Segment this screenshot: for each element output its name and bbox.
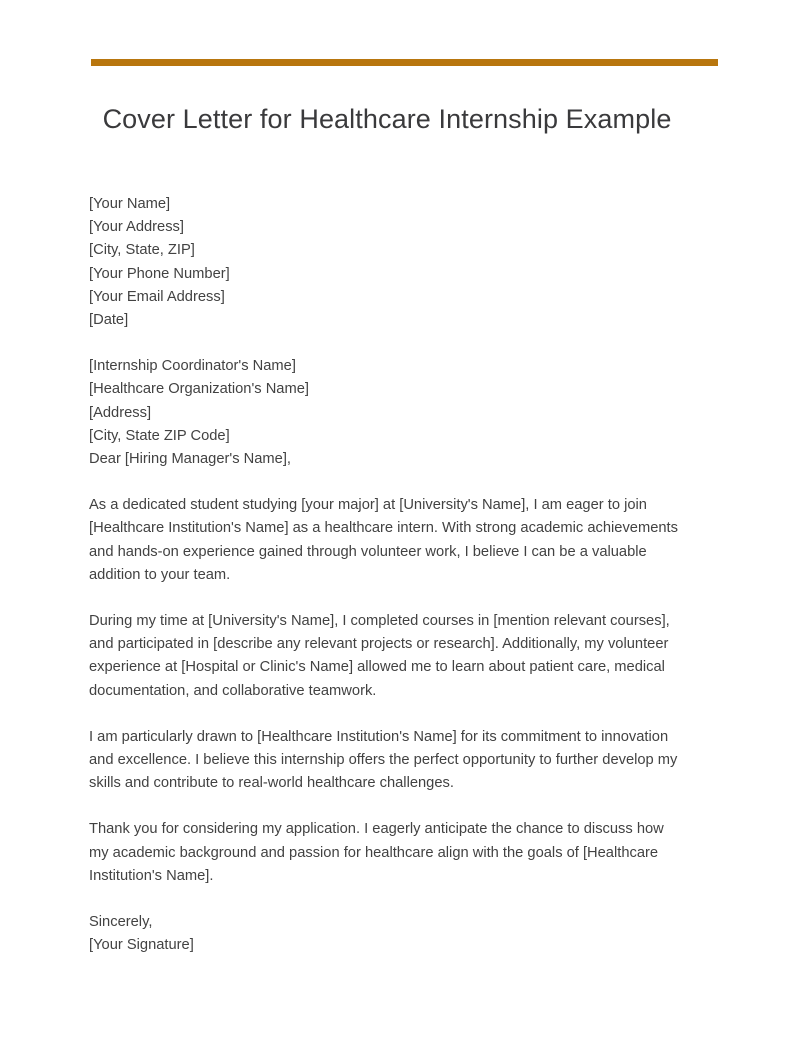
salutation: Dear [Hiring Manager's Name], (89, 451, 291, 468)
sender-phone: [Your Phone Number] (89, 265, 230, 282)
signature-placeholder: [Your Signature] (89, 937, 194, 954)
document-content (89, 97, 685, 957)
sender-city-state-zip: [City, State, ZIP] (89, 242, 195, 259)
recipient-address-block (89, 355, 685, 471)
header-accent-rule (91, 59, 718, 66)
letter-date: [Date] (89, 312, 129, 329)
sender-email: [Your Email Address] (89, 288, 225, 305)
sender-address-block (89, 193, 685, 332)
valediction: Sincerely, (89, 914, 153, 931)
body-paragraph-2: During my time at [University's Name], I completed courses in [mention relevant courses], and participated in [describe any relevant projects or research]. Additionally, my volunteer experience at [Hospital or Clinic's Name] allowed me to learn about patient care, medical documentation, and collaborative teamwork. (89, 613, 670, 699)
sender-address: [Your Address] (89, 219, 184, 236)
letter-body (89, 193, 685, 957)
body-paragraph-3: I am particularly drawn to [Healthcare Institution's Name] for its commitment to innovation and excellence. I believe this internship offers the perfect opportunity to further develop my skills and contribute to real-world healthcare challenges. (89, 728, 678, 792)
body-paragraph-1: As a dedicated student studying [your major] at [University's Name], I am eager to join [Healthcare Institution's Name] as a healthcare intern. With strong academic achievements and hands-on experience gained through volunteer work, I believe I can be a valuable addition to your team. (89, 497, 678, 583)
sender-name: [Your Name] (89, 196, 171, 212)
closing-block (89, 911, 685, 957)
body-paragraph-4: Thank you for considering my application. I eagerly anticipate the chance to discuss how my academic background and passion for healthcare align with the goals of [Healthcare Institution's Name]. (89, 821, 664, 884)
recipient-coordinator-name: [Internship Coordinator's Name] (89, 358, 296, 375)
page-title: Cover Letter for Healthcare Internship Example (102, 104, 672, 134)
recipient-organization: [Healthcare Organization's Name] (89, 381, 309, 398)
recipient-address: [Address] (89, 404, 152, 421)
recipient-city-state-zip: [City, State ZIP Code] (89, 427, 230, 444)
